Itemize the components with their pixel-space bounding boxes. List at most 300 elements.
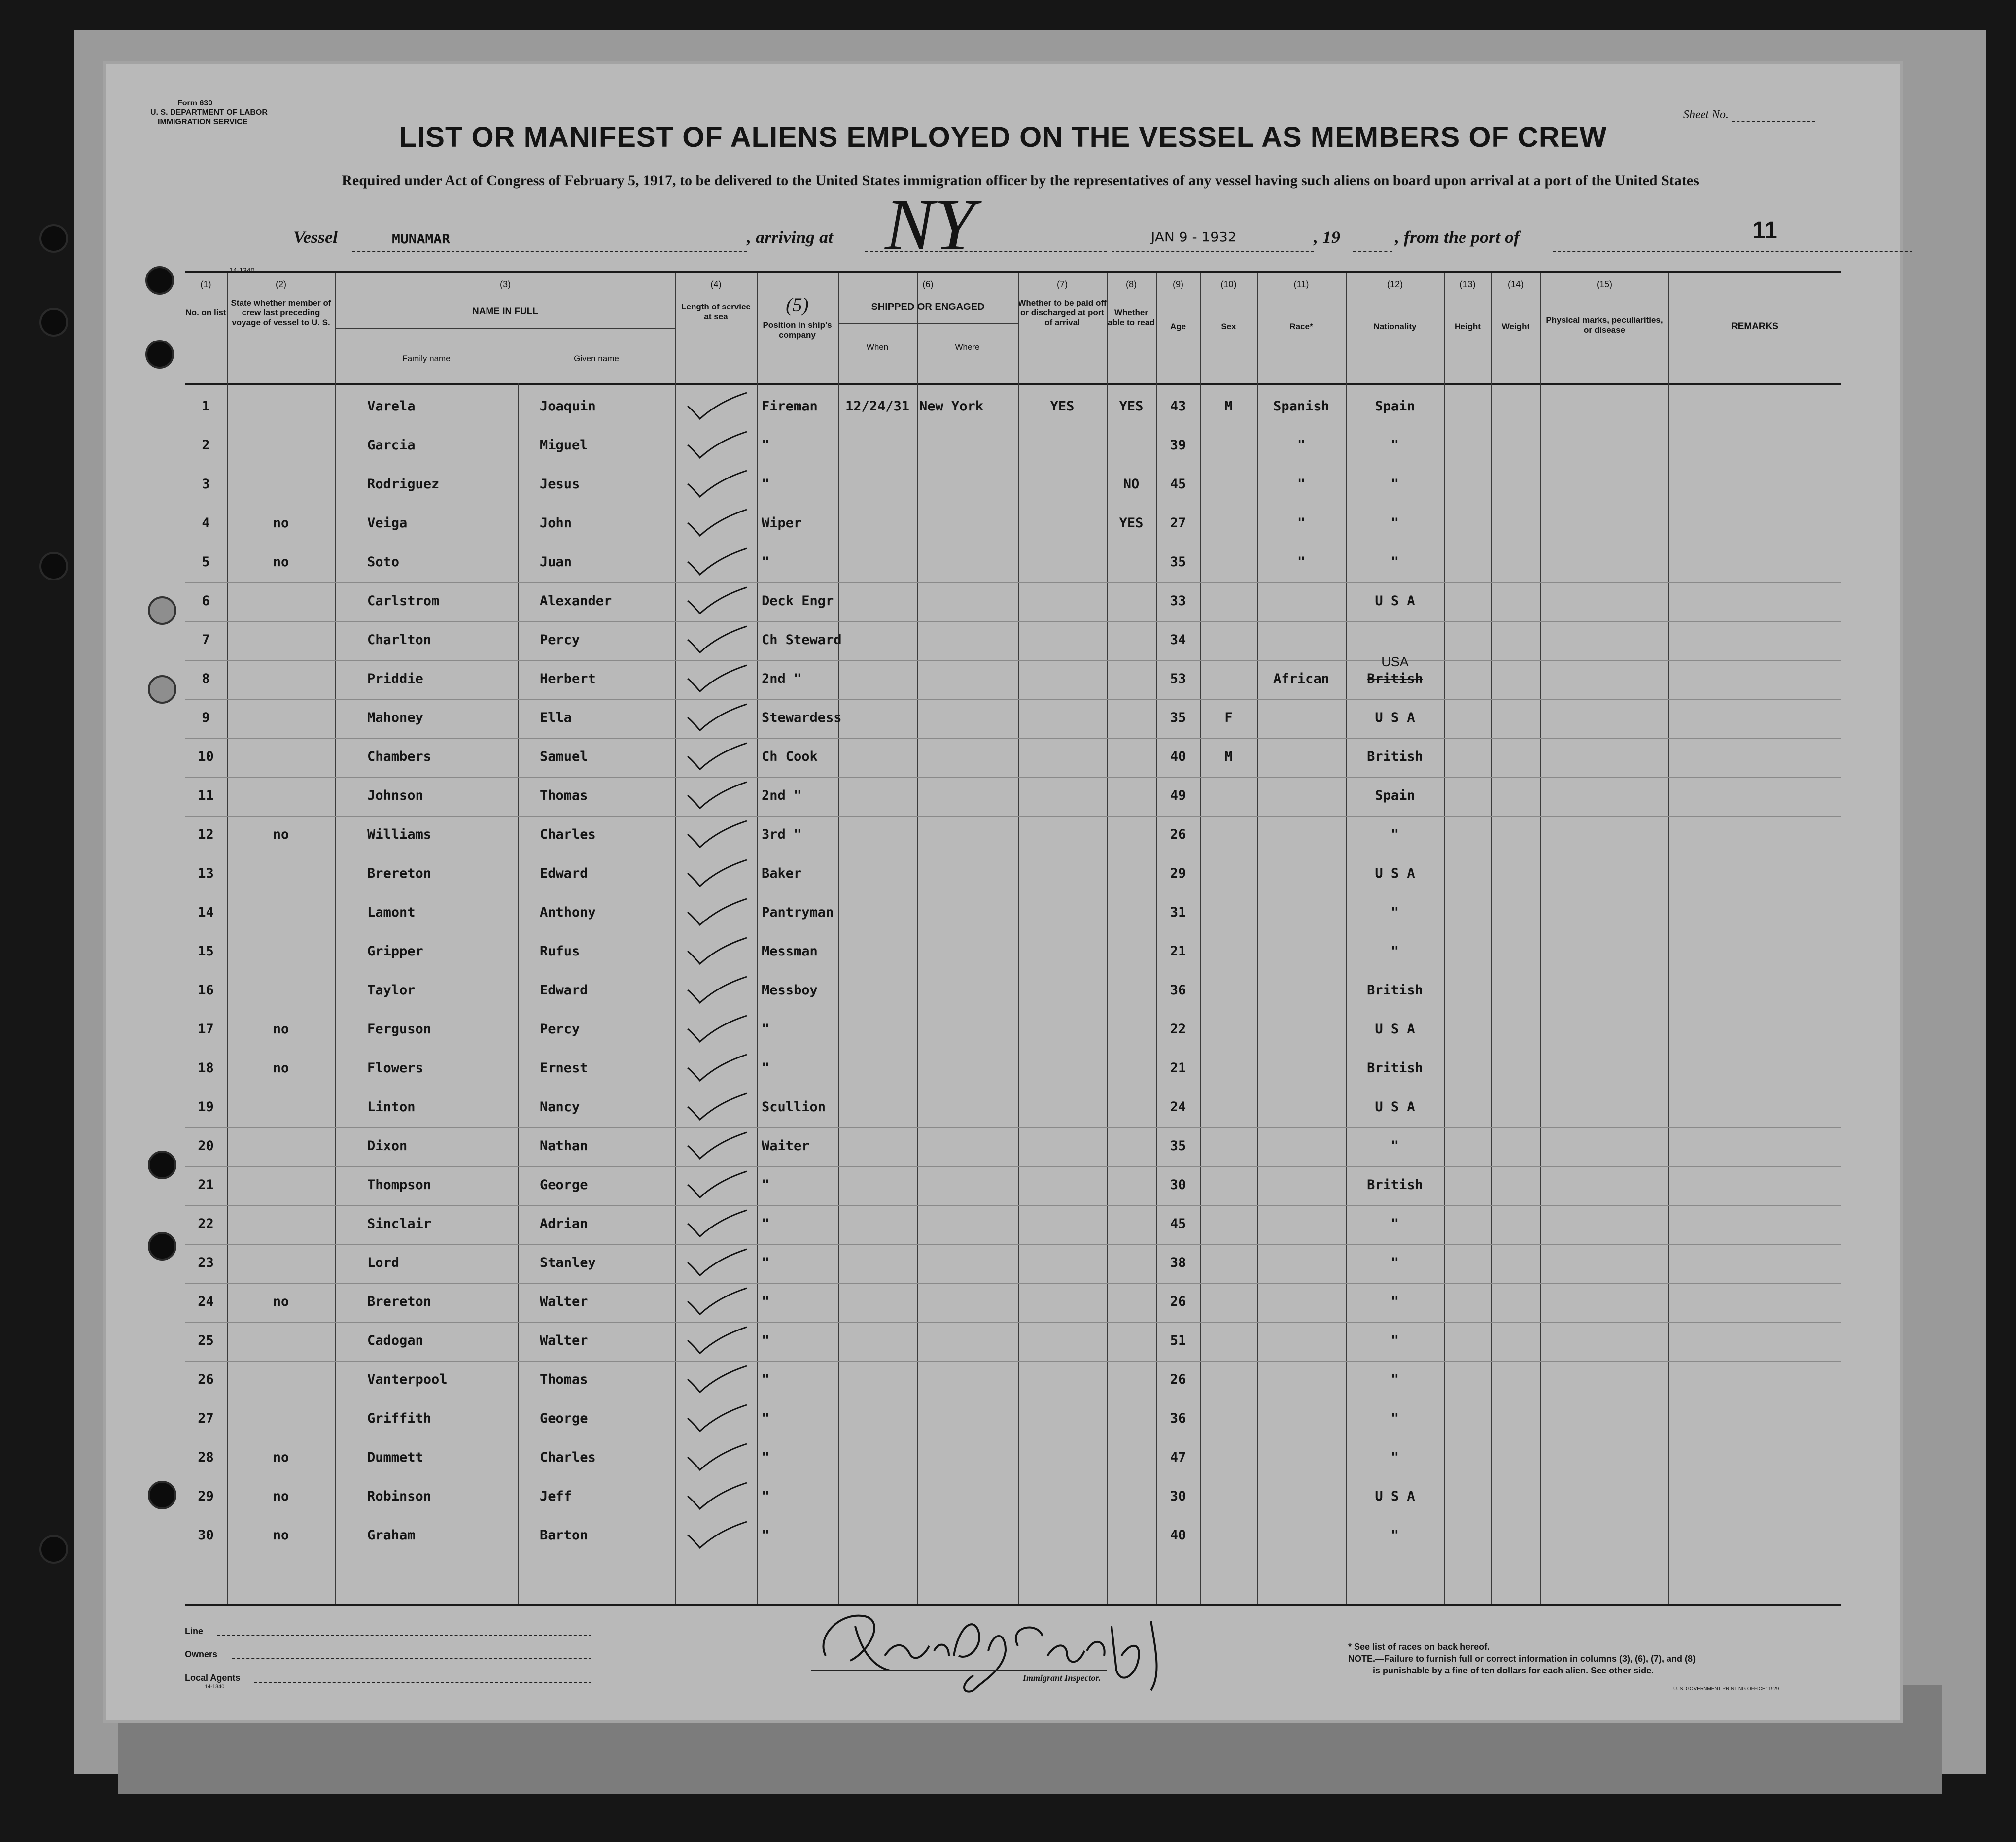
check-mark: [688, 548, 747, 575]
cell-row-number: 5: [202, 554, 210, 570]
year-blank: [1353, 251, 1392, 252]
cell-position: ": [762, 438, 770, 453]
col-num-10: (10): [1220, 279, 1237, 289]
header-shipped-or-engaged: SHIPPED OR ENGAGED: [871, 302, 985, 312]
binder-hole: [148, 1151, 176, 1179]
check-mark: [688, 1366, 747, 1392]
cell-row-number: 12: [198, 827, 214, 842]
cell-position: Pantryman: [762, 905, 834, 920]
cell-family-name: Lamont: [367, 905, 416, 920]
cell-family-name: Lord: [367, 1255, 400, 1270]
local-agents-label: Local Agents: [185, 1673, 241, 1683]
cell-row-number: 27: [198, 1411, 214, 1426]
check-mark: [688, 704, 747, 730]
cell-family-name: Williams: [367, 827, 432, 842]
cell-prior-voyage: no: [273, 1294, 289, 1309]
check-mark: [688, 1093, 747, 1120]
check-mark: [688, 1210, 747, 1236]
row-rule: [185, 621, 1841, 622]
cell-nationality: ": [1390, 1528, 1399, 1543]
cell-nationality: ": [1390, 438, 1399, 453]
cell-age: 45: [1170, 477, 1186, 492]
cell-given-name: Nathan: [540, 1138, 588, 1154]
cell-position: ": [762, 1060, 770, 1076]
cell-given-name: Jesus: [540, 477, 580, 492]
sheet-number: 11: [1752, 217, 1777, 243]
column-divider: [838, 273, 839, 1604]
line-blank: [217, 1635, 591, 1636]
date-blank: [1112, 251, 1314, 252]
cell-position: ": [762, 1294, 770, 1309]
cell-race: ": [1297, 438, 1306, 453]
cell-given-name: Anthony: [540, 905, 596, 920]
cell-row-number: 8: [202, 671, 210, 686]
cell-family-name: Rodriguez: [367, 477, 440, 492]
row-rule: [185, 699, 1841, 700]
vessel-label: Vessel: [293, 227, 338, 247]
column-divider: [227, 273, 228, 1604]
cell-family-name: Carlstrom: [367, 593, 440, 609]
cell-prior-voyage: no: [273, 1450, 289, 1465]
cell-age: 33: [1170, 593, 1186, 609]
header-separator: [185, 383, 1841, 385]
header-sex: Sex: [1221, 322, 1236, 331]
cell-given-name: Miguel: [540, 438, 588, 453]
vessel-blank: [352, 251, 747, 252]
header-physical-marks: Physical marks, peculiarities, or disease: [1546, 315, 1663, 335]
header-prior-voyage: State whether member of crew last preceding voyage of vessel to U. S.: [231, 298, 331, 327]
cell-given-name: Walter: [540, 1333, 588, 1348]
cell-able-to-read: YES: [1119, 399, 1144, 414]
cell-row-number: 9: [202, 710, 210, 725]
cell-given-name: Samuel: [540, 749, 588, 764]
cell-row-number: 26: [198, 1372, 214, 1387]
col-num-13: (13): [1460, 279, 1476, 289]
cell-position: Scullion: [762, 1099, 826, 1115]
cell-given-name: Percy: [540, 1022, 580, 1037]
cell-age: 53: [1170, 671, 1186, 686]
cell-given-name: Joaquin: [540, 399, 596, 414]
department-name: U. S. DEPARTMENT OF LABOR: [150, 108, 268, 117]
cell-nationality: U S A: [1375, 866, 1415, 881]
cell-prior-voyage: no: [273, 1060, 289, 1076]
cell-given-name: Charles: [540, 1450, 596, 1465]
cell-given-name: Herbert: [540, 671, 596, 686]
cell-row-number: 6: [202, 593, 210, 609]
cell-nationality: ": [1390, 1294, 1399, 1309]
header-where: Where: [955, 342, 980, 352]
column-divider: [917, 273, 918, 1604]
cell-family-name: Charlton: [367, 632, 432, 648]
printer-imprint: U. S. GOVERNMENT PRINTING OFFICE: 1929: [1673, 1686, 1779, 1692]
cell-given-name: Edward: [540, 866, 588, 881]
header-nationality: Nationality: [1373, 322, 1417, 331]
cell-age: 35: [1170, 554, 1186, 570]
cell-position: Deck Engr: [762, 593, 834, 609]
cell-family-name: Taylor: [367, 983, 416, 998]
row-rule: [185, 1166, 1841, 1167]
vessel-line: [293, 184, 1821, 266]
cell-age: 29: [1170, 866, 1186, 881]
check-mark: [688, 626, 747, 652]
arriving-label: , arriving at: [747, 227, 834, 247]
page-title: LIST OR MANIFEST OF ALIENS EMPLOYED ON THE VESSEL AS MEMBERS OF CREW: [399, 121, 1607, 153]
cell-given-name: Percy: [540, 632, 580, 648]
cell-family-name: Mahoney: [367, 710, 423, 725]
check-mark: [688, 1522, 747, 1548]
column-divider: [1018, 273, 1019, 1604]
cell-age: 35: [1170, 710, 1186, 725]
cell-given-name: Ernest: [540, 1060, 588, 1076]
cell-age: 31: [1170, 905, 1186, 920]
cell-given-name: Ella: [540, 710, 572, 725]
cell-position: ": [762, 1333, 770, 1348]
cell-nationality: ": [1390, 1411, 1399, 1426]
cell-nationality: ": [1390, 1450, 1399, 1465]
column-divider: [1156, 273, 1157, 1604]
cell-row-number: 1: [202, 399, 210, 414]
column-divider: [1491, 273, 1492, 1604]
cell-family-name: Brereton: [367, 1294, 432, 1309]
cell-nationality: U S A: [1375, 593, 1415, 609]
cell-row-number: 16: [198, 983, 214, 998]
cell-family-name: Priddie: [367, 671, 423, 686]
cell-row-number: 29: [198, 1489, 214, 1504]
cell-nationality: British: [1367, 749, 1423, 764]
column-divider: [335, 273, 336, 1604]
owners-label: Owners: [185, 1649, 218, 1659]
check-mark: [688, 432, 747, 458]
row-rule: [185, 1283, 1841, 1284]
cell-family-name: Ferguson: [367, 1022, 432, 1037]
from-port-blank: [1553, 251, 1912, 252]
cell-row-number: 24: [198, 1294, 214, 1309]
cell-row-number: 3: [202, 477, 210, 492]
cell-given-name: Thomas: [540, 1372, 588, 1387]
cell-nationality: ": [1390, 905, 1399, 920]
cell-family-name: Cadogan: [367, 1333, 423, 1348]
cell-age: 49: [1170, 788, 1186, 803]
check-mark: [688, 1405, 747, 1431]
cell-prior-voyage: no: [273, 554, 289, 570]
cell-age: 21: [1170, 944, 1186, 959]
cell-row-number: 11: [198, 788, 214, 803]
check-mark: [688, 938, 747, 964]
cell-position: ": [762, 1489, 770, 1504]
cell-shipped-when: 12/24/31: [845, 399, 910, 414]
cell-row-number: 17: [198, 1022, 214, 1037]
service-name: IMMIGRATION SERVICE: [158, 118, 248, 126]
cell-shipped-where: New York: [919, 399, 984, 414]
cell-given-name: Barton: [540, 1528, 588, 1543]
note-penalty: NOTE.—Failure to furnish full or correct information in columns (3), (6), (7), and (8): [1348, 1654, 1696, 1664]
cell-position: ": [762, 1372, 770, 1387]
cell-position: 2nd ": [762, 788, 802, 803]
cell-race: Spanish: [1273, 399, 1329, 414]
cell-age: 35: [1170, 1138, 1186, 1154]
check-mark: [688, 1444, 747, 1470]
cell-prior-voyage: no: [273, 827, 289, 842]
cell-given-name: Nancy: [540, 1099, 580, 1115]
cell-row-number: 21: [198, 1177, 214, 1193]
cell-race: African: [1273, 671, 1329, 686]
cell-nationality: ": [1390, 1372, 1399, 1387]
cell-given-name: Jeff: [540, 1489, 572, 1504]
vessel-name: MUNAMAR: [392, 231, 451, 247]
cell-position: Wiper: [762, 515, 802, 531]
col-num-3: (3): [500, 279, 511, 289]
cell-prior-voyage: no: [273, 1022, 289, 1037]
name-header-divider: [335, 328, 675, 329]
cell-position: Fireman: [762, 399, 818, 414]
header-age: Age: [1170, 322, 1186, 331]
cell-row-number: 10: [198, 749, 214, 764]
cell-position: Baker: [762, 866, 802, 881]
service-checkmarks: [678, 273, 757, 1604]
cell-able-to-read: YES: [1119, 515, 1144, 531]
cell-given-name: John: [540, 515, 572, 531]
row-rule: [185, 1205, 1841, 1206]
binder-hole: [39, 552, 68, 580]
cell-position: ": [762, 1411, 770, 1426]
cell-position: ": [762, 1255, 770, 1270]
header-when: When: [866, 342, 889, 352]
header-length-of-service: Length of service at sea: [681, 302, 751, 321]
page-subtitle: Required under Act of Congress of February 5, 1917, to be delivered to the United States immigration officer by the representatives of any vessel having such aliens on board upon arrival at a port of the United States: [342, 172, 1699, 189]
check-mark: [688, 1132, 747, 1159]
col-num-6: (6): [922, 279, 934, 289]
cell-family-name: Gripper: [367, 944, 423, 959]
cell-sex: M: [1224, 399, 1233, 414]
cell-prior-voyage: no: [273, 515, 289, 531]
cell-nationality: ": [1390, 477, 1399, 492]
cell-age: 39: [1170, 438, 1186, 453]
column-divider: [1444, 273, 1445, 1604]
column-divider: [1346, 273, 1347, 1604]
header-family-name: Family name: [402, 354, 451, 363]
row-rule: [185, 816, 1841, 817]
agents-form-code: 14-1340: [205, 1684, 225, 1690]
sheet-number-field: [1683, 108, 1815, 122]
cell-given-name: Alexander: [540, 593, 612, 609]
row-rule: [185, 1244, 1841, 1245]
cell-position: ": [762, 1022, 770, 1037]
check-mark: [688, 1249, 747, 1275]
binder-hole: [148, 596, 176, 625]
cell-nationality: ": [1390, 1138, 1399, 1154]
cell-position: Ch Cook: [762, 749, 818, 764]
cell-given-name: George: [540, 1177, 588, 1193]
col-num-1: (1): [200, 279, 211, 289]
column-divider: [518, 383, 519, 1604]
column-divider: [675, 273, 676, 1604]
column-divider: [1200, 273, 1201, 1604]
cell-given-name: Stanley: [540, 1255, 596, 1270]
binder-hole: [148, 1481, 176, 1509]
owners-blank: [232, 1658, 591, 1659]
cell-age: 21: [1170, 1060, 1186, 1076]
cell-family-name: Veiga: [367, 515, 408, 531]
cell-nationality: U S A: [1375, 710, 1415, 725]
cell-row-number: 13: [198, 866, 214, 881]
cell-position: ": [762, 554, 770, 570]
cell-nationality: ": [1390, 1255, 1399, 1270]
col-num-7: (7): [1057, 279, 1068, 289]
cell-row-number: 20: [198, 1138, 214, 1154]
cell-age: 34: [1170, 632, 1186, 648]
cell-position: Ch Steward: [762, 632, 842, 648]
cell-nationality: ": [1390, 554, 1399, 570]
cell-age: 36: [1170, 1411, 1186, 1426]
check-mark: [688, 782, 747, 808]
cell-family-name: Dixon: [367, 1138, 408, 1154]
cell-row-number: 23: [198, 1255, 214, 1270]
cell-family-name: Soto: [367, 554, 400, 570]
check-mark: [688, 1171, 747, 1197]
cell-given-name: Juan: [540, 554, 572, 570]
cell-age: 40: [1170, 1528, 1186, 1543]
cell-able-to-read: NO: [1123, 477, 1140, 492]
check-mark: [688, 860, 747, 886]
cell-nationality: U S A: [1375, 1489, 1415, 1504]
cell-nationality: British: [1367, 1060, 1423, 1076]
cell-nationality: ": [1390, 944, 1399, 959]
cell-family-name: Varela: [367, 399, 416, 414]
check-mark: [688, 471, 747, 497]
form-number: Form 630: [177, 99, 213, 107]
cell-age: 36: [1170, 983, 1186, 998]
crew-manifest-table: [185, 271, 1841, 1606]
cell-row-number: 30: [198, 1528, 214, 1543]
cell-row-number: 15: [198, 944, 214, 959]
cell-family-name: Thompson: [367, 1177, 432, 1193]
row-rule: [185, 582, 1841, 583]
cell-row-number: 2: [202, 438, 210, 453]
cell-family-name: Flowers: [367, 1060, 423, 1076]
arriving-port-handwritten: NY: [885, 184, 975, 266]
shipped-header-divider: [838, 323, 1018, 324]
col-num-15: (15): [1596, 279, 1612, 289]
header-race: Race*: [1289, 322, 1313, 331]
cell-nationality: U S A: [1375, 1099, 1415, 1115]
check-mark: [688, 821, 747, 847]
cell-age: 26: [1170, 827, 1186, 842]
binder-hole: [39, 224, 68, 253]
cell-family-name: Garcia: [367, 438, 416, 453]
cell-position: 3rd ": [762, 827, 802, 842]
note-penalty-cont: is punishable by a fine of ten dollars for each alien. See other side.: [1373, 1666, 1654, 1675]
cell-position: ": [762, 1450, 770, 1465]
cell-row-number: 18: [198, 1060, 214, 1076]
cell-sex: F: [1224, 710, 1233, 725]
cell-age: 43: [1170, 399, 1186, 414]
sheet-number-blank: [1732, 109, 1815, 122]
check-mark: [688, 899, 747, 925]
binder-hole: [39, 1535, 68, 1564]
column-divider: [1257, 273, 1258, 1604]
row-rule: [185, 1322, 1841, 1323]
cell-position: ": [762, 1216, 770, 1231]
col-num-4: (4): [710, 279, 722, 289]
cell-race: ": [1297, 515, 1306, 531]
column-divider: [1540, 273, 1541, 1604]
manifest-sheet: [106, 64, 1900, 1720]
cell-row-number: 14: [198, 905, 214, 920]
cell-row-number: 25: [198, 1333, 214, 1348]
line-label: Line: [185, 1626, 204, 1636]
row-rule: [185, 1127, 1841, 1128]
cell-given-name: George: [540, 1411, 588, 1426]
binder-hole: [148, 1232, 176, 1261]
cell-age: 27: [1170, 515, 1186, 531]
cell-age: 38: [1170, 1255, 1186, 1270]
header-able-to-read: Whether able to read: [1108, 308, 1155, 327]
cell-position: Waiter: [762, 1138, 810, 1154]
check-mark: [688, 587, 747, 614]
cell-family-name: Sinclair: [367, 1216, 432, 1231]
column-divider: [757, 273, 758, 1604]
cell-given-name: Rufus: [540, 944, 580, 959]
cell-nationality: Spain: [1375, 399, 1415, 414]
binder-hole: [148, 675, 176, 704]
check-mark: [688, 1327, 747, 1353]
cell-family-name: Brereton: [367, 866, 432, 881]
cell-nationality: ": [1390, 1216, 1399, 1231]
row-rule: [185, 738, 1841, 739]
cell-given-name: Charles: [540, 827, 596, 842]
cell-sex: M: [1224, 749, 1233, 764]
header-weight: Weight: [1501, 322, 1530, 331]
check-mark: [688, 977, 747, 1003]
cell-nationality: British: [1367, 671, 1423, 686]
header-paid-off: Whether to be paid off or discharged at port of arrival: [1018, 298, 1107, 327]
cell-nationality: ": [1390, 515, 1399, 531]
cell-age: 45: [1170, 1216, 1186, 1231]
cell-family-name: Linton: [367, 1099, 416, 1115]
header-position: Position in ship's company: [763, 320, 832, 340]
cell-age: 26: [1170, 1294, 1186, 1309]
cell-position: 2nd ": [762, 671, 802, 686]
cell-nationality: British: [1367, 1177, 1423, 1193]
cell-given-name: Thomas: [540, 788, 588, 803]
cell-position: Messboy: [762, 983, 818, 998]
col-num-12: (12): [1387, 279, 1403, 289]
cell-given-name: Walter: [540, 1294, 588, 1309]
row-rule: [185, 1361, 1841, 1362]
note-races: * See list of races on back hereof.: [1348, 1642, 1490, 1652]
header-no-on-list: No. on list: [185, 308, 226, 317]
cell-age: 51: [1170, 1333, 1186, 1348]
cell-position: Messman: [762, 944, 818, 959]
cell-family-name: Johnson: [367, 788, 423, 803]
cell-given-name: Adrian: [540, 1216, 588, 1231]
cell-family-name: Graham: [367, 1528, 416, 1543]
binder-hole: [145, 340, 174, 369]
check-mark: [688, 510, 747, 536]
header-name-in-full: NAME IN FULL: [472, 307, 539, 317]
cell-age: 24: [1170, 1099, 1186, 1115]
check-mark: [688, 665, 747, 691]
cell-family-name: Robinson: [367, 1489, 432, 1504]
check-mark: [688, 1055, 747, 1081]
cell-age: 26: [1170, 1372, 1186, 1387]
check-mark: [688, 1288, 747, 1314]
cell-paid-off: YES: [1050, 399, 1075, 414]
cell-nationality-correction: USA: [1381, 654, 1409, 669]
column-divider: [1107, 273, 1108, 1604]
local-agents-blank: [254, 1682, 591, 1683]
binder-hole: [39, 308, 68, 337]
